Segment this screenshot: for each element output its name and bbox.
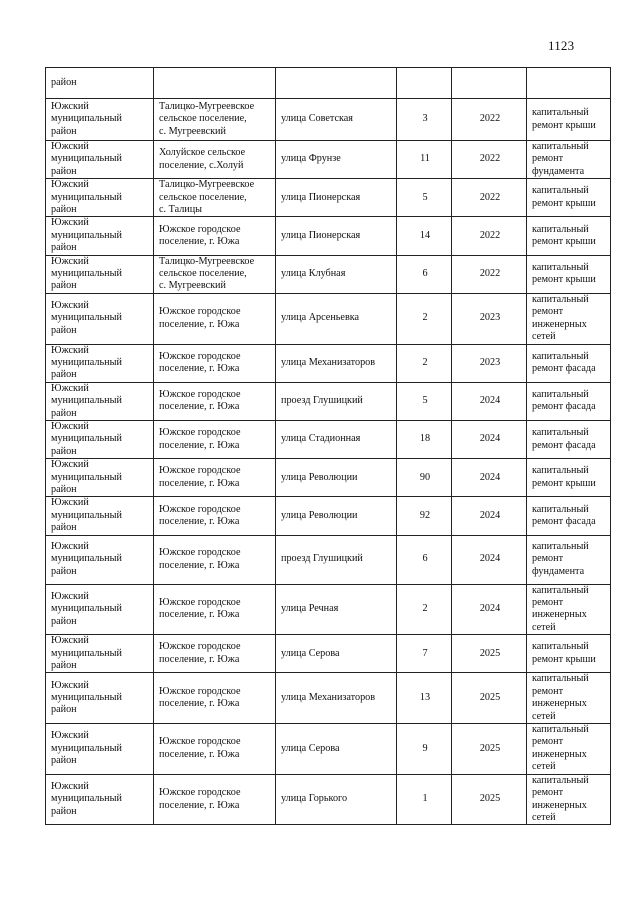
street-cell: проезд Глушицкий <box>276 535 397 584</box>
work-type-cell: капитальный ремонт инженерных сетей <box>527 584 611 635</box>
table-row <box>46 68 611 99</box>
street-cell: улица Механизаторов <box>276 344 397 382</box>
house-number-cell: 7 <box>397 635 452 673</box>
work-type-cell <box>527 68 611 99</box>
district-cell: Южский муниципальный район <box>46 293 154 344</box>
work-type-cell: капитальный ремонт инженерных сетей <box>527 774 611 825</box>
street-cell: улица Речная <box>276 584 397 635</box>
table-row <box>46 673 611 724</box>
settlement-cell: Южское городское поселение, г. Южа <box>154 497 276 535</box>
district-cell: Южский муниципальный район <box>46 179 154 217</box>
district-cell: Южский муниципальный район <box>46 382 154 420</box>
house-number-cell: 6 <box>397 535 452 584</box>
table-row <box>46 774 611 825</box>
house-number-cell: 2 <box>397 293 452 344</box>
settlement-cell: Южское городское поселение, г. Южа <box>154 673 276 724</box>
district-cell: Южский муниципальный район <box>46 99 154 141</box>
house-number-cell: 5 <box>397 382 452 420</box>
house-number-cell: 13 <box>397 673 452 724</box>
work-type-cell: капитальный ремонт фасада <box>527 382 611 420</box>
year-cell: 2024 <box>452 497 527 535</box>
street-cell: улица Клубная <box>276 255 397 293</box>
street-cell: улица Революции <box>276 459 397 497</box>
year-cell: 2024 <box>452 382 527 420</box>
work-type-cell: капитальный ремонт фасада <box>527 344 611 382</box>
table-row <box>46 293 611 344</box>
district-cell: Южский муниципальный район <box>46 673 154 724</box>
settlement-cell: Талицко-Мугреевское сельское поселение, с. Талицы <box>154 179 276 217</box>
district-cell: Южский муниципальный район <box>46 724 154 775</box>
street-cell: улица Механизаторов <box>276 673 397 724</box>
work-type-cell: капитальный ремонт инженерных сетей <box>527 293 611 344</box>
house-number-cell: 9 <box>397 724 452 775</box>
house-number-cell: 1 <box>397 774 452 825</box>
year-cell: 2025 <box>452 774 527 825</box>
year-cell: 2025 <box>452 673 527 724</box>
settlement-cell: Южское городское поселение, г. Южа <box>154 344 276 382</box>
table-body <box>46 68 611 825</box>
district-cell: Южский муниципальный район <box>46 584 154 635</box>
district-cell: Южский муниципальный район <box>46 497 154 535</box>
work-type-cell: капитальный ремонт крыши <box>527 179 611 217</box>
settlement-cell: Холуйское сельское поселение, с.Холуй <box>154 141 276 179</box>
street-cell <box>276 68 397 99</box>
housing-repair-table <box>45 67 611 825</box>
settlement-cell: Южское городское поселение, г. Южа <box>154 293 276 344</box>
work-type-cell: капитальный ремонт крыши <box>527 217 611 255</box>
table-row <box>46 535 611 584</box>
year-cell: 2024 <box>452 459 527 497</box>
district-cell: район <box>46 68 154 99</box>
settlement-cell: Южское городское поселение, г. Южа <box>154 635 276 673</box>
settlement-cell: Талицко-Мугреевское сельское поселение, с. Мугреевский <box>154 99 276 141</box>
settlement-cell: Южское городское поселение, г. Южа <box>154 217 276 255</box>
house-number-cell: 6 <box>397 255 452 293</box>
year-cell: 2022 <box>452 179 527 217</box>
table-row <box>46 497 611 535</box>
year-cell <box>452 68 527 99</box>
district-cell: Южский муниципальный район <box>46 141 154 179</box>
house-number-cell: 11 <box>397 141 452 179</box>
settlement-cell <box>154 68 276 99</box>
street-cell: улица Пионерская <box>276 217 397 255</box>
table-row <box>46 217 611 255</box>
work-type-cell: капитальный ремонт крыши <box>527 635 611 673</box>
house-number-cell: 5 <box>397 179 452 217</box>
year-cell: 2025 <box>452 635 527 673</box>
street-cell: проезд Глушицкий <box>276 382 397 420</box>
settlement-cell: Южское городское поселение, г. Южа <box>154 535 276 584</box>
table-row <box>46 179 611 217</box>
settlement-cell: Южское городское поселение, г. Южа <box>154 459 276 497</box>
year-cell: 2024 <box>452 535 527 584</box>
table-row <box>46 420 611 458</box>
table-row <box>46 99 611 141</box>
table-row <box>46 724 611 775</box>
house-number-cell: 3 <box>397 99 452 141</box>
district-cell: Южский муниципальный район <box>46 774 154 825</box>
street-cell: улица Пионерская <box>276 179 397 217</box>
year-cell: 2023 <box>452 344 527 382</box>
district-cell: Южский муниципальный район <box>46 535 154 584</box>
settlement-cell: Южское городское поселение, г. Южа <box>154 724 276 775</box>
street-cell: улица Арсеньевка <box>276 293 397 344</box>
work-type-cell: капитальный ремонт фундамента <box>527 141 611 179</box>
work-type-cell: капитальный ремонт крыши <box>527 255 611 293</box>
year-cell: 2024 <box>452 584 527 635</box>
work-type-cell: капитальный ремонт крыши <box>527 459 611 497</box>
house-number-cell: 18 <box>397 420 452 458</box>
work-type-cell: капитальный ремонт фундамента <box>527 535 611 584</box>
table-row <box>46 344 611 382</box>
street-cell: улица Стадионная <box>276 420 397 458</box>
house-number-cell: 90 <box>397 459 452 497</box>
house-number-cell: 2 <box>397 344 452 382</box>
settlement-cell: Южское городское поселение, г. Южа <box>154 774 276 825</box>
work-type-cell: капитальный ремонт фасада <box>527 420 611 458</box>
work-type-cell: капитальный ремонт инженерных сетей <box>527 673 611 724</box>
year-cell: 2022 <box>452 99 527 141</box>
district-cell: Южский муниципальный район <box>46 635 154 673</box>
table-row <box>46 635 611 673</box>
street-cell: улица Фрунзе <box>276 141 397 179</box>
work-type-cell: капитальный ремонт крыши <box>527 99 611 141</box>
house-number-cell: 14 <box>397 217 452 255</box>
settlement-cell: Южское городское поселение, г. Южа <box>154 420 276 458</box>
street-cell: улица Серова <box>276 635 397 673</box>
house-number-cell: 92 <box>397 497 452 535</box>
district-cell: Южский муниципальный район <box>46 255 154 293</box>
street-cell: улица Горького <box>276 774 397 825</box>
house-number-cell: 2 <box>397 584 452 635</box>
year-cell: 2022 <box>452 217 527 255</box>
table-row <box>46 255 611 293</box>
table-row <box>46 584 611 635</box>
table-row <box>46 459 611 497</box>
settlement-cell: Талицко-Мугреевское сельское поселение, с. Мугреевский <box>154 255 276 293</box>
work-type-cell: капитальный ремонт инженерных сетей <box>527 724 611 775</box>
table-row <box>46 141 611 179</box>
table-row <box>46 382 611 420</box>
house-number-cell <box>397 68 452 99</box>
street-cell: улица Революции <box>276 497 397 535</box>
work-type-cell: капитальный ремонт фасада <box>527 497 611 535</box>
street-cell: улица Серова <box>276 724 397 775</box>
page-number: 1123 <box>548 38 575 53</box>
year-cell: 2023 <box>452 293 527 344</box>
settlement-cell: Южское городское поселение, г. Южа <box>154 382 276 420</box>
year-cell: 2024 <box>452 420 527 458</box>
year-cell: 2025 <box>452 724 527 775</box>
district-cell: Южский муниципальный район <box>46 420 154 458</box>
district-cell: Южский муниципальный район <box>46 459 154 497</box>
year-cell: 2022 <box>452 255 527 293</box>
district-cell: Южский муниципальный район <box>46 217 154 255</box>
street-cell: улица Советская <box>276 99 397 141</box>
year-cell: 2022 <box>452 141 527 179</box>
settlement-cell: Южское городское поселение, г. Южа <box>154 584 276 635</box>
district-cell: Южский муниципальный район <box>46 344 154 382</box>
